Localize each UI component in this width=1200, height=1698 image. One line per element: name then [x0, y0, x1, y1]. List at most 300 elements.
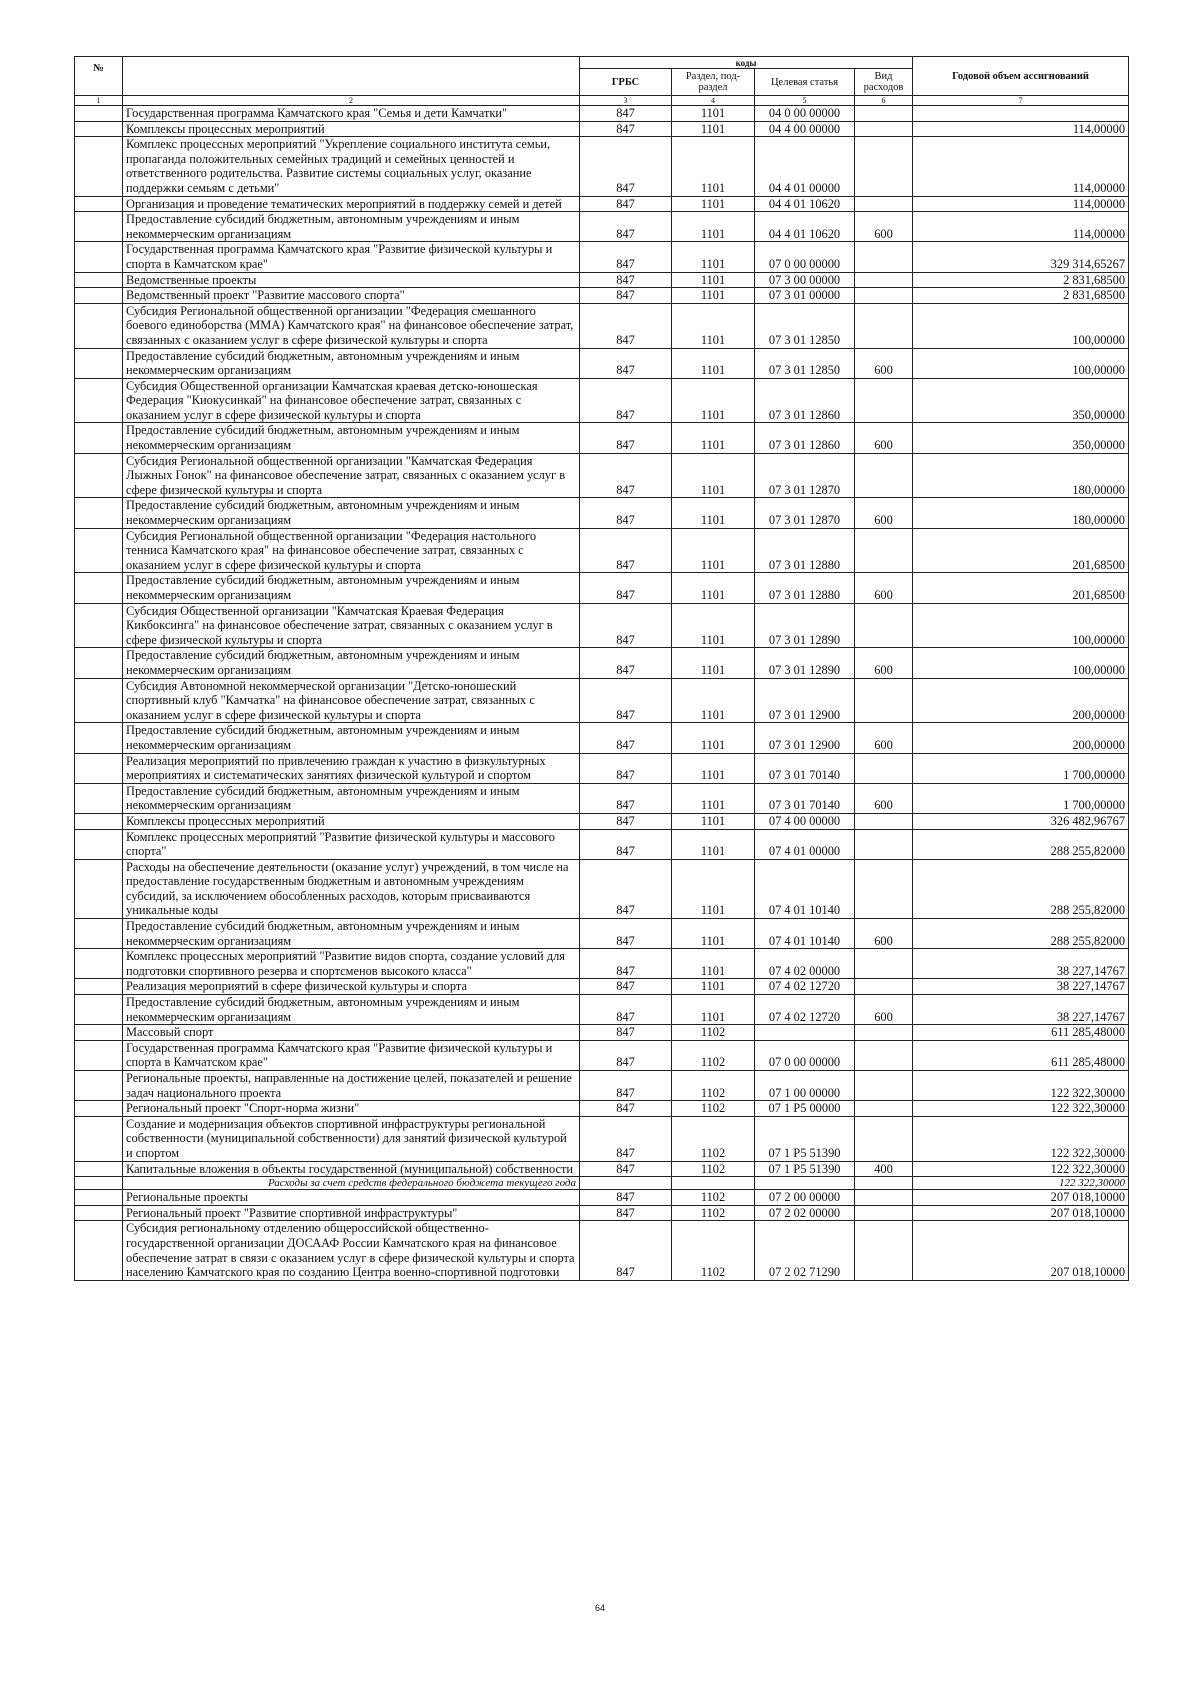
budget-table — [74, 56, 1129, 1281]
cell-no — [75, 1177, 123, 1190]
cell-no — [75, 196, 123, 212]
cell-vr: 600 — [855, 648, 913, 678]
cell-grbs: 847 — [580, 137, 672, 196]
cell-rz: 1101 — [672, 242, 755, 272]
cell-amount: 114,00000 — [913, 137, 1129, 196]
cell-amount: 100,00000 — [913, 648, 1129, 678]
cell-grbs: 847 — [580, 678, 672, 723]
cell-name: Предоставление субсидий бюджетным, автономным учреждениям и иным некоммерческим организациям — [123, 783, 580, 813]
cell-grbs: 847 — [580, 949, 672, 979]
cell-rz: 1101 — [672, 196, 755, 212]
cell-grbs: 847 — [580, 1116, 672, 1161]
cell-name: Предоставление субсидий бюджетным, автономным учреждениям и иным некоммерческим организациям — [123, 919, 580, 949]
cell-rz: 1102 — [672, 1025, 755, 1041]
column-number: 6 — [855, 96, 913, 106]
cell-no — [75, 528, 123, 573]
cell-grbs: 847 — [580, 1071, 672, 1101]
table-row — [75, 121, 1129, 137]
cell-name: Государственная программа Камчатского края "Развитие физической культуры и спорта в Камчатском крае" — [123, 242, 580, 272]
cell-vr: 600 — [855, 995, 913, 1025]
table-row — [75, 678, 1129, 723]
cell-name: Субсидия Региональной общественной организации "Федерация настольного тенниса Камчатского края" на финансовое обеспечение затрат, связанных с оказанием услуг в сфере физической культуры и спорта — [123, 528, 580, 573]
cell-rz: 1101 — [672, 348, 755, 378]
cell-rz: 1101 — [672, 723, 755, 753]
cell-cs: 07 2 00 00000 — [755, 1190, 855, 1206]
header-codes: коды — [580, 57, 913, 69]
table-header — [75, 57, 1129, 96]
cell-vr — [855, 303, 913, 348]
table-row — [75, 813, 1129, 829]
table-row — [75, 1190, 1129, 1206]
table-row — [75, 949, 1129, 979]
cell-name: Субсидия Общественной организации "Камчатская Краевая Федерация Кикбоксинга" на финансовое обеспечение затрат, связанных с оказанием услуг в сфере физической культуры и спорта — [123, 603, 580, 648]
cell-name: Субсидия Региональной общественной организации "Федерация смешанного боевого единоборства (ММА) Камчатского края" на финансовое обеспечение затрат, связанных с оказанием услуг в сфере физической культуры и спорта — [123, 303, 580, 348]
cell-amount: 350,00000 — [913, 378, 1129, 423]
cell-grbs: 847 — [580, 859, 672, 918]
cell-vr — [855, 1221, 913, 1280]
cell-no — [75, 1221, 123, 1280]
cell-rz: 1101 — [672, 288, 755, 304]
cell-name: Расходы за счет средств федерального бюджета текущего года — [123, 1177, 580, 1190]
cell-vr — [855, 288, 913, 304]
table-body — [75, 106, 1129, 1281]
cell-vr — [855, 1040, 913, 1070]
table-row — [75, 1101, 1129, 1117]
cell-name: Предоставление субсидий бюджетным, автономным учреждениям и иным некоммерческим организациям — [123, 498, 580, 528]
cell-no — [75, 453, 123, 498]
cell-name: Субсидия Региональной общественной организации "Камчатская Федерация Лыжных Гонок" на финансовое обеспечение затрат, связанных с оказанием услуг в сфере физической культуры и спорта — [123, 453, 580, 498]
table-row — [75, 348, 1129, 378]
cell-no — [75, 212, 123, 242]
cell-no — [75, 121, 123, 137]
cell-cs: 07 3 01 12850 — [755, 303, 855, 348]
cell-vr — [855, 272, 913, 288]
column-number: 2 — [123, 96, 580, 106]
cell-grbs — [580, 1177, 672, 1190]
cell-cs: 07 3 01 12870 — [755, 498, 855, 528]
cell-cs: 07 3 01 00000 — [755, 288, 855, 304]
cell-amount: 114,00000 — [913, 121, 1129, 137]
cell-no — [75, 348, 123, 378]
cell-amount: 200,00000 — [913, 678, 1129, 723]
cell-name: Комплексы процессных мероприятий — [123, 813, 580, 829]
cell-name: Государственная программа Камчатского края "Развитие физической культуры и спорта в Камчатском крае" — [123, 1040, 580, 1070]
cell-grbs: 847 — [580, 242, 672, 272]
cell-grbs: 847 — [580, 753, 672, 783]
cell-cs: 07 3 01 12860 — [755, 378, 855, 423]
table-row — [75, 303, 1129, 348]
cell-rz: 1101 — [672, 498, 755, 528]
table-row — [75, 829, 1129, 859]
cell-vr — [855, 1101, 913, 1117]
cell-name: Капитальные вложения в объекты государственной (муниципальной) собственности — [123, 1161, 580, 1177]
cell-rz: 1101 — [672, 979, 755, 995]
cell-grbs: 847 — [580, 573, 672, 603]
cell-name: Субсидия региональному отделению общероссийской общественно-государственной организации ДОСААФ России Камчатского края на финансовое обеспечение затрат в связи с оказанием услуг в сфере физической культуры и спорта населению Камчатского края по созданию Центра военно-спортивной подготовки — [123, 1221, 580, 1280]
cell-grbs: 847 — [580, 272, 672, 288]
cell-no — [75, 288, 123, 304]
cell-grbs: 847 — [580, 528, 672, 573]
cell-no — [75, 949, 123, 979]
table-row — [75, 859, 1129, 918]
cell-rz: 1101 — [672, 453, 755, 498]
cell-name: Региональный проект "Спорт-норма жизни" — [123, 1101, 580, 1117]
table-row — [75, 288, 1129, 304]
table-row — [75, 979, 1129, 995]
cell-rz: 1101 — [672, 648, 755, 678]
cell-grbs: 847 — [580, 453, 672, 498]
cell-rz: 1101 — [672, 573, 755, 603]
table-row-note — [75, 1177, 1129, 1190]
cell-no — [75, 1116, 123, 1161]
cell-name: Организация и проведение тематических мероприятий в поддержку семей и детей — [123, 196, 580, 212]
cell-rz: 1101 — [672, 272, 755, 288]
cell-rz: 1101 — [672, 423, 755, 453]
cell-cs: 07 3 01 12880 — [755, 573, 855, 603]
header-target: Целевая статья — [755, 69, 855, 96]
cell-no — [75, 919, 123, 949]
header-no: № — [75, 57, 123, 96]
page-number: 64 — [594, 1603, 605, 1613]
header-grbs: ГРБС — [580, 69, 672, 96]
cell-cs — [755, 1177, 855, 1190]
table-row — [75, 995, 1129, 1025]
cell-amount: 38 227,14767 — [913, 995, 1129, 1025]
cell-name: Создание и модернизация объектов спортивной инфраструктуры региональной собственности (муниципальной собственности) для занятий физической культурой и спортом — [123, 1116, 580, 1161]
cell-amount: 200,00000 — [913, 723, 1129, 753]
cell-no — [75, 573, 123, 603]
cell-rz: 1102 — [672, 1190, 755, 1206]
cell-vr — [855, 453, 913, 498]
cell-grbs: 847 — [580, 423, 672, 453]
cell-cs: 07 4 01 00000 — [755, 829, 855, 859]
cell-rz: 1101 — [672, 678, 755, 723]
cell-grbs: 847 — [580, 348, 672, 378]
cell-no — [75, 753, 123, 783]
table-row — [75, 1221, 1129, 1280]
cell-grbs: 847 — [580, 1205, 672, 1221]
cell-no — [75, 1190, 123, 1206]
cell-cs: 07 3 01 12870 — [755, 453, 855, 498]
cell-vr — [855, 242, 913, 272]
cell-amount: 207 018,10000 — [913, 1221, 1129, 1280]
table-row — [75, 573, 1129, 603]
cell-name: Региональный проект "Развитие спортивной инфраструктуры" — [123, 1205, 580, 1221]
cell-cs: 07 3 01 12890 — [755, 603, 855, 648]
cell-vr — [855, 829, 913, 859]
cell-grbs: 847 — [580, 1161, 672, 1177]
cell-grbs: 847 — [580, 121, 672, 137]
cell-amount: 122 322,30000 — [913, 1116, 1129, 1161]
cell-cs: 07 3 01 12890 — [755, 648, 855, 678]
table-row — [75, 1161, 1129, 1177]
cell-no — [75, 783, 123, 813]
cell-name: Комплекс процессных мероприятий "Укрепление социального института семьи, пропаганда положительных семейных традиций и семейных ценностей и ответственного родительства. Развитие системы социальных услуг, оказание поддержки семьям с детьми" — [123, 137, 580, 196]
cell-cs: 07 4 02 12720 — [755, 979, 855, 995]
cell-no — [75, 723, 123, 753]
header-vid: Вид расходов — [855, 69, 913, 96]
cell-amount — [913, 106, 1129, 122]
cell-cs: 07 4 02 12720 — [755, 995, 855, 1025]
cell-grbs: 847 — [580, 498, 672, 528]
table-row — [75, 196, 1129, 212]
cell-amount: 326 482,96767 — [913, 813, 1129, 829]
cell-grbs: 847 — [580, 995, 672, 1025]
budget-table-page — [74, 56, 1128, 1281]
cell-no — [75, 603, 123, 648]
cell-cs: 07 2 02 71290 — [755, 1221, 855, 1280]
cell-amount: 288 255,82000 — [913, 919, 1129, 949]
cell-vr — [855, 106, 913, 122]
cell-amount: 100,00000 — [913, 348, 1129, 378]
cell-name: Ведомственный проект "Развитие массового спорта" — [123, 288, 580, 304]
cell-no — [75, 106, 123, 122]
cell-amount: 201,68500 — [913, 528, 1129, 573]
cell-name: Расходы на обеспечение деятельности (оказание услуг) учреждений, в том числе на предоставление государственным бюджетным и автономным учреждениям субсидий, за исключением обособленных расходов, которым присваиваются уникальные коды — [123, 859, 580, 918]
table-row — [75, 1071, 1129, 1101]
cell-no — [75, 378, 123, 423]
cell-rz: 1102 — [672, 1161, 755, 1177]
cell-amount: 350,00000 — [913, 423, 1129, 453]
cell-cs: 07 1 00 00000 — [755, 1071, 855, 1101]
cell-rz: 1101 — [672, 753, 755, 783]
cell-vr — [855, 1071, 913, 1101]
cell-name: Предоставление субсидий бюджетным, автономным учреждениям и иным некоммерческим организациям — [123, 423, 580, 453]
cell-cs: 07 1 P5 51390 — [755, 1116, 855, 1161]
table-row — [75, 753, 1129, 783]
cell-grbs: 847 — [580, 1221, 672, 1280]
cell-no — [75, 242, 123, 272]
cell-name: Предоставление субсидий бюджетным, автономным учреждениям и иным некоммерческим организациям — [123, 573, 580, 603]
cell-name: Реализация мероприятий в сфере физической культуры и спорта — [123, 979, 580, 995]
table-row — [75, 453, 1129, 498]
cell-grbs: 847 — [580, 783, 672, 813]
cell-grbs: 847 — [580, 288, 672, 304]
cell-vr — [855, 949, 913, 979]
cell-cs: 07 2 02 00000 — [755, 1205, 855, 1221]
cell-no — [75, 272, 123, 288]
cell-name: Предоставление субсидий бюджетным, автономным учреждениям и иным некоммерческим организациям — [123, 648, 580, 678]
cell-grbs: 847 — [580, 648, 672, 678]
cell-vr — [855, 603, 913, 648]
cell-amount: 100,00000 — [913, 603, 1129, 648]
table-row — [75, 1116, 1129, 1161]
cell-no — [75, 423, 123, 453]
cell-no — [75, 137, 123, 196]
cell-vr: 600 — [855, 723, 913, 753]
cell-amount: 329 314,65267 — [913, 242, 1129, 272]
cell-cs: 07 3 01 12880 — [755, 528, 855, 573]
cell-no — [75, 1205, 123, 1221]
cell-rz: 1102 — [672, 1101, 755, 1117]
cell-amount: 2 831,68500 — [913, 288, 1129, 304]
cell-cs: 07 3 01 12900 — [755, 678, 855, 723]
table-row — [75, 242, 1129, 272]
cell-cs: 04 4 01 00000 — [755, 137, 855, 196]
table-row — [75, 1025, 1129, 1041]
cell-vr — [855, 678, 913, 723]
cell-amount: 122 322,30000 — [913, 1177, 1129, 1190]
cell-cs: 07 4 00 00000 — [755, 813, 855, 829]
cell-no — [75, 829, 123, 859]
cell-no — [75, 1071, 123, 1101]
cell-grbs: 847 — [580, 1101, 672, 1117]
cell-grbs: 847 — [580, 829, 672, 859]
cell-vr — [855, 1116, 913, 1161]
cell-amount: 122 322,30000 — [913, 1101, 1129, 1117]
cell-rz: 1101 — [672, 121, 755, 137]
table-row — [75, 106, 1129, 122]
cell-cs: 07 0 00 00000 — [755, 242, 855, 272]
cell-vr: 600 — [855, 348, 913, 378]
cell-amount: 100,00000 — [913, 303, 1129, 348]
table-row — [75, 272, 1129, 288]
cell-no — [75, 678, 123, 723]
cell-no — [75, 979, 123, 995]
cell-cs: 07 3 01 12860 — [755, 423, 855, 453]
column-number: 3 — [580, 96, 672, 106]
cell-grbs: 847 — [580, 1025, 672, 1041]
cell-cs: 07 3 00 00000 — [755, 272, 855, 288]
column-number: 7 — [913, 96, 1129, 106]
table-row — [75, 1205, 1129, 1221]
cell-grbs: 847 — [580, 196, 672, 212]
cell-cs: 07 4 01 10140 — [755, 919, 855, 949]
column-numbers-row — [75, 96, 1129, 106]
cell-cs: 04 4 01 10620 — [755, 212, 855, 242]
cell-amount: 611 285,48000 — [913, 1025, 1129, 1041]
cell-cs: 07 3 01 70140 — [755, 753, 855, 783]
cell-rz: 1101 — [672, 919, 755, 949]
cell-grbs: 847 — [580, 603, 672, 648]
cell-grbs: 847 — [580, 1190, 672, 1206]
cell-grbs: 847 — [580, 813, 672, 829]
cell-grbs: 847 — [580, 378, 672, 423]
table-row — [75, 648, 1129, 678]
table-row — [75, 528, 1129, 573]
cell-vr — [855, 1190, 913, 1206]
cell-amount: 114,00000 — [913, 196, 1129, 212]
cell-cs: 07 3 01 70140 — [755, 783, 855, 813]
cell-vr: 600 — [855, 423, 913, 453]
cell-rz: 1101 — [672, 949, 755, 979]
cell-amount: 122 322,30000 — [913, 1161, 1129, 1177]
cell-amount: 114,00000 — [913, 212, 1129, 242]
cell-rz: 1101 — [672, 603, 755, 648]
cell-cs: 07 3 01 12900 — [755, 723, 855, 753]
table-row — [75, 603, 1129, 648]
cell-grbs: 847 — [580, 212, 672, 242]
cell-name: Комплекс процессных мероприятий "Развитие видов спорта, создание условий для подготовки спортивного резерва и спортсменов высокого класса" — [123, 949, 580, 979]
cell-rz: 1101 — [672, 783, 755, 813]
cell-no — [75, 995, 123, 1025]
cell-vr — [855, 753, 913, 783]
cell-no — [75, 648, 123, 678]
cell-grbs: 847 — [580, 303, 672, 348]
cell-amount: 611 285,48000 — [913, 1040, 1129, 1070]
cell-vr: 600 — [855, 919, 913, 949]
cell-vr: 600 — [855, 212, 913, 242]
table-row — [75, 137, 1129, 196]
cell-grbs: 847 — [580, 106, 672, 122]
cell-amount: 1 700,00000 — [913, 783, 1129, 813]
cell-vr — [855, 1025, 913, 1041]
cell-vr: 600 — [855, 498, 913, 528]
cell-no — [75, 1040, 123, 1070]
cell-grbs: 847 — [580, 979, 672, 995]
cell-amount: 288 255,82000 — [913, 829, 1129, 859]
cell-vr — [855, 137, 913, 196]
cell-amount: 38 227,14767 — [913, 979, 1129, 995]
cell-no — [75, 813, 123, 829]
table-row — [75, 783, 1129, 813]
cell-name: Субсидия Автономной некоммерческой организации "Детско-юношеский спортивный клуб "Камчатка" на финансовое обеспечение затрат, связанных с оказанием услуг в сфере физической культуры и спорта — [123, 678, 580, 723]
cell-vr — [855, 528, 913, 573]
cell-amount: 207 018,10000 — [913, 1205, 1129, 1221]
cell-grbs: 847 — [580, 723, 672, 753]
cell-rz: 1102 — [672, 1040, 755, 1070]
cell-amount: 180,00000 — [913, 453, 1129, 498]
cell-no — [75, 498, 123, 528]
column-number: 5 — [755, 96, 855, 106]
table-row — [75, 378, 1129, 423]
cell-vr — [855, 196, 913, 212]
column-number: 4 — [672, 96, 755, 106]
cell-name: Региональные проекты, направленные на достижение целей, показателей и решение задач национального проекта — [123, 1071, 580, 1101]
cell-cs: 07 4 01 10140 — [755, 859, 855, 918]
table-row — [75, 423, 1129, 453]
cell-rz: 1102 — [672, 1221, 755, 1280]
cell-cs: 04 0 00 00000 — [755, 106, 855, 122]
cell-rz: 1101 — [672, 813, 755, 829]
cell-name: Государственная программа Камчатского края "Семья и дети Камчатки" — [123, 106, 580, 122]
cell-name: Массовый спорт — [123, 1025, 580, 1041]
cell-no — [75, 303, 123, 348]
cell-vr — [855, 859, 913, 918]
table-row — [75, 723, 1129, 753]
cell-name: Комплексы процессных мероприятий — [123, 121, 580, 137]
cell-amount: 180,00000 — [913, 498, 1129, 528]
cell-cs: 07 0 00 00000 — [755, 1040, 855, 1070]
cell-cs: 04 4 00 00000 — [755, 121, 855, 137]
cell-no — [75, 1101, 123, 1117]
cell-rz: 1101 — [672, 137, 755, 196]
cell-rz: 1101 — [672, 106, 755, 122]
cell-cs: 07 4 02 00000 — [755, 949, 855, 979]
cell-no — [75, 1025, 123, 1041]
cell-vr — [855, 1177, 913, 1190]
cell-name: Реализация мероприятий по привлечению граждан к участию в физкультурных мероприятиях и систематических занятиях физической культурой и спортом — [123, 753, 580, 783]
cell-cs: 07 3 01 12850 — [755, 348, 855, 378]
cell-rz: 1101 — [672, 829, 755, 859]
cell-vr: 600 — [855, 573, 913, 603]
cell-name: Субсидия Общественной организации Камчатская краевая детско-юношеская Федерация "Киокусинкай" на финансовое обеспечение затрат, связанных с оказанием услуг в сфере физической культуры и спорта — [123, 378, 580, 423]
cell-rz: 1101 — [672, 378, 755, 423]
cell-grbs: 847 — [580, 919, 672, 949]
cell-rz: 1102 — [672, 1071, 755, 1101]
cell-name: Предоставление субсидий бюджетным, автономным учреждениям и иным некоммерческим организациям — [123, 212, 580, 242]
header-razdel: Раздел, под-раздел — [672, 69, 755, 96]
cell-name: Предоставление субсидий бюджетным, автономным учреждениям и иным некоммерческим организациям — [123, 348, 580, 378]
cell-vr — [855, 378, 913, 423]
cell-rz: 1102 — [672, 1116, 755, 1161]
cell-grbs: 847 — [580, 1040, 672, 1070]
cell-rz — [672, 1177, 755, 1190]
cell-name: Предоставление субсидий бюджетным, автономным учреждениям и иным некоммерческим организациям — [123, 723, 580, 753]
cell-vr: 600 — [855, 783, 913, 813]
cell-amount: 38 227,14767 — [913, 949, 1129, 979]
cell-amount: 288 255,82000 — [913, 859, 1129, 918]
